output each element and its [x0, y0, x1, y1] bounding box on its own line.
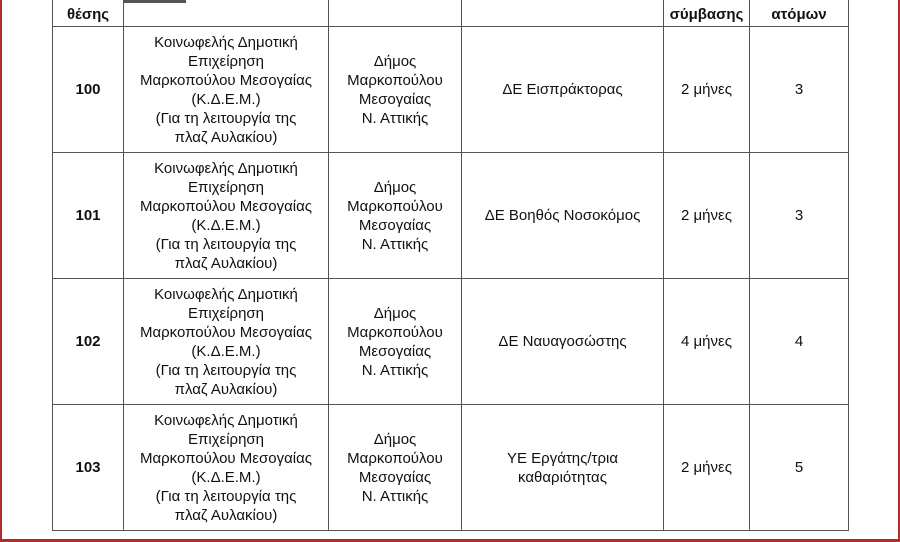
cell-employer-line: (Κ.Δ.Ε.Μ.) — [191, 90, 261, 108]
cell-employer-line: Μαρκοπούλου Μεσογαίας — [139, 323, 312, 341]
cell-count: 4 — [750, 279, 849, 405]
cell-code: 103 — [53, 405, 124, 531]
cell-employer — [124, 153, 329, 279]
cell-specialty-line: καθαριότητας — [518, 468, 607, 486]
cell-location — [329, 153, 462, 279]
cell-employer — [124, 279, 329, 405]
cell-count: 3 — [750, 27, 849, 153]
cell-location-line: Μαρκοπούλου — [347, 323, 443, 341]
cell-employer-line: (Κ.Δ.Ε.Μ.) — [191, 468, 261, 486]
cell-location — [329, 27, 462, 153]
header-specialty — [462, 0, 664, 27]
cell-employer-line: (Για τη λειτουργία της — [155, 487, 297, 505]
cell-location-line: Μεσογαίας — [358, 216, 432, 234]
table-row — [53, 27, 849, 153]
cell-employer-line: (Κ.Δ.Ε.Μ.) — [191, 342, 261, 360]
cell-employer-line: πλαζ Αυλακίου) — [174, 254, 278, 272]
cell-code: 101 — [53, 153, 124, 279]
cell-employer-line: Μαρκοπούλου Μεσογαίας — [139, 449, 312, 467]
cell-employer-line: (Για τη λειτουργία της — [155, 109, 297, 127]
cell-employer-line: Κοινωφελής Δημοτική — [154, 285, 298, 303]
cell-specialty — [462, 153, 664, 279]
cell-location-line: Ν. Αττικής — [361, 109, 429, 127]
cell-duration: 2 μήνες — [664, 27, 750, 153]
cell-location-line: Μαρκοπούλου — [347, 449, 443, 467]
cell-employer-line: πλαζ Αυλακίου) — [174, 128, 278, 146]
cell-count: 3 — [750, 153, 849, 279]
cell-location-line: Δήμος — [373, 52, 417, 70]
cell-employer-line: Μαρκοπούλου Μεσογαίας — [139, 71, 312, 89]
cell-duration: 2 μήνες — [664, 153, 750, 279]
cell-employer-line: (Για τη λειτουργία της — [155, 235, 297, 253]
cell-location-line: Ν. Αττικής — [361, 487, 429, 505]
cell-duration: 2 μήνες — [664, 405, 750, 531]
cell-employer-line: Επιχείρηση — [187, 430, 265, 448]
cell-employer-line: πλαζ Αυλακίου) — [174, 380, 278, 398]
header-count: ατόμων — [750, 0, 849, 27]
table-header-row — [53, 0, 849, 27]
cell-employer-line: Κοινωφελής Δημοτική — [154, 159, 298, 177]
cell-employer — [124, 27, 329, 153]
cell-specialty — [462, 405, 664, 531]
cell-employer-line: Επιχείρηση — [187, 178, 265, 196]
cell-specialty-line: ΔΕ Εισπράκτορας — [502, 81, 623, 98]
cell-location-line: Δήμος — [373, 178, 417, 196]
cell-location-line: Δήμος — [373, 430, 417, 448]
cell-employer-line: (Για τη λειτουργία της — [155, 361, 297, 379]
cell-employer-line: (Κ.Δ.Ε.Μ.) — [191, 216, 261, 234]
cell-location-line: Μεσογαίας — [358, 342, 432, 360]
cell-location-line: Μεσογαίας — [358, 90, 432, 108]
cell-location-line: Ν. Αττικής — [361, 361, 429, 379]
cell-location — [329, 405, 462, 531]
header-duration: σύμβασης — [664, 0, 750, 27]
cell-code: 102 — [53, 279, 124, 405]
header-employer — [124, 0, 329, 27]
cell-employer-line: Επιχείρηση — [187, 52, 265, 70]
cell-employer-line: Κοινωφελής Δημοτική — [154, 33, 298, 51]
cell-specialty-line: ΥΕ Εργάτης/τρια — [506, 449, 618, 467]
cell-location-line: Δήμος — [373, 304, 417, 322]
cell-specialty-line: ΔΕ Βοηθός Νοσοκόμος — [484, 207, 641, 224]
cell-specialty-line: ΔΕ Ναυαγοσώστης — [498, 333, 627, 350]
header-location — [329, 0, 462, 27]
table-row — [53, 153, 849, 279]
cell-employer — [124, 405, 329, 531]
cell-location-line: Μαρκοπούλου — [347, 71, 443, 89]
cell-location-line: Μαρκοπούλου — [347, 197, 443, 215]
cell-employer-line: Επιχείρηση — [187, 304, 265, 322]
cell-code: 100 — [53, 27, 124, 153]
cell-location-line: Μεσογαίας — [358, 468, 432, 486]
positions-table-container — [52, 0, 848, 531]
cell-employer-line: Μαρκοπούλου Μεσογαίας — [139, 197, 312, 215]
positions-table — [52, 0, 849, 531]
cell-location-line: Ν. Αττικής — [361, 235, 429, 253]
cell-specialty — [462, 27, 664, 153]
cell-employer-line: πλαζ Αυλακίου) — [174, 506, 278, 524]
cell-count: 5 — [750, 405, 849, 531]
table-row — [53, 405, 849, 531]
header-code: θέσης — [53, 0, 124, 27]
table-row — [53, 279, 849, 405]
cell-employer-line: Κοινωφελής Δημοτική — [154, 411, 298, 429]
cell-location — [329, 279, 462, 405]
cell-specialty — [462, 279, 664, 405]
cell-duration: 4 μήνες — [664, 279, 750, 405]
